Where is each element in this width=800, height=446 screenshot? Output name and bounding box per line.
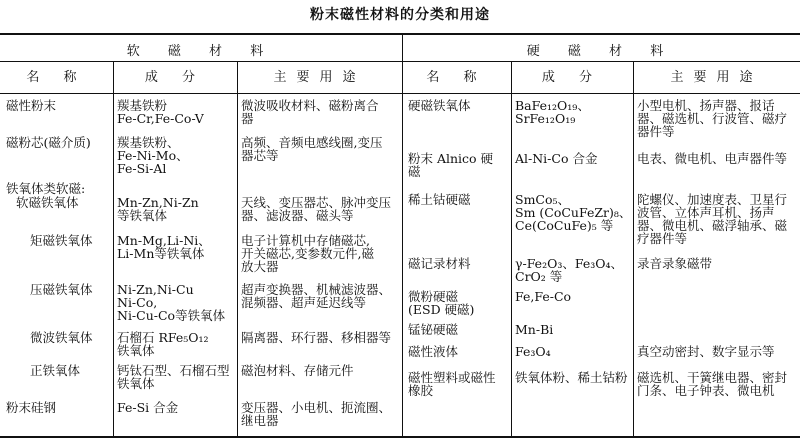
hard-row-comp: Fe₃O₄ <box>515 344 551 359</box>
hard-row-use: 电表、微电机、电声器件等 <box>637 151 788 166</box>
hard-col-divider-1 <box>511 61 512 436</box>
soft-row-name: 微波铁氧体 <box>30 330 93 345</box>
soft-row-comp: 钙钛石型、石榴石型 铁氧体 <box>117 363 230 391</box>
soft-row-use: 高频、音频电感线圈,变压 器芯等 <box>241 135 383 163</box>
hard-row-comp: 铁氧体粉、稀土钴粉 <box>515 370 628 385</box>
hard-row-name: 粉末 Alnico 硬 磁 <box>408 151 494 179</box>
hard-row-comp: Al-Ni-Co 合金 <box>515 151 598 166</box>
hard-row-use: 录音录象磁带 <box>637 256 713 271</box>
hard-col-divider-2 <box>633 61 634 436</box>
soft-row-name: 粉末硅钢 <box>6 400 57 415</box>
soft-row-comp: Fe-Si 合金 <box>117 400 179 415</box>
hard-row-comp: γ-Fe₂O₃、Fe₃O₄、 CrO₂ 等 <box>515 256 624 284</box>
soft-row-comp: 石榴石 RFe₅O₁₂ 铁氧体 <box>117 330 209 358</box>
soft-row-use: 超声变换器、机械滤波器、 混频器、超声延迟线等 <box>241 282 392 310</box>
soft-row-name: 压磁铁氧体 <box>30 282 93 297</box>
hard-row-name: 磁性塑料或磁性 橡胶 <box>408 370 496 398</box>
hard-row-comp: Fe,Fe-Co <box>515 289 572 304</box>
soft-row-use: 微波吸收材料、磁粉离合 器 <box>241 98 379 126</box>
hard-header-use: 主要用途 <box>670 70 763 85</box>
soft-row-use: 隔离器、环行器、移相器等 <box>241 330 392 345</box>
hard-header-name: 名 称 <box>426 70 487 85</box>
soft-row-comp: 羰基铁粉 Fe-Cr,Fe-Co-V <box>117 98 204 126</box>
hard-row-name: 锰铋硬磁 <box>408 322 459 337</box>
hard-header-comp: 成 分 <box>541 70 603 85</box>
hard-row-comp: BaFe₁₂O₁₉、 SrFe₁₂O₁₉ <box>515 98 590 126</box>
table-top-rule <box>0 33 800 35</box>
soft-row-comp: Ni-Zn,Ni-Cu Ni-Co, Ni-Cu-Co等铁氧体 <box>117 282 226 323</box>
group-divider <box>402 33 403 436</box>
soft-row-name: 软磁铁氧体 <box>16 195 79 210</box>
soft-row-name: 磁性粉末 <box>6 98 57 113</box>
soft-row-use: 电子计算机中存储磁芯, 开关磁芯,变参数元件,磁 放大器 <box>241 233 374 274</box>
hard-group-header: 硬 磁 材 料 <box>526 44 676 59</box>
hard-row-comp: Mn-Bi <box>515 322 554 337</box>
soft-row-name: 矩磁铁氧体 <box>30 233 93 248</box>
soft-header-use: 主要用途 <box>273 70 366 85</box>
soft-col-divider-2 <box>237 61 238 436</box>
soft-row-name: 正铁氧体 <box>30 363 81 378</box>
hard-row-name: 硬磁铁氧体 <box>408 98 471 113</box>
hard-row-use: 陀螺仪、加速度表、卫星行 波管、立体声耳机、扬声 器、微电机、磁浮轴承、磁 疗器件等 <box>637 192 788 246</box>
soft-row-use: 天线、变压器芯、脉冲变压 器、滤波器、磁头等 <box>241 195 392 223</box>
hard-row-name: 稀土钴硬磁 <box>408 192 471 207</box>
column-header-rule <box>0 93 800 94</box>
soft-row-use: 变压器、小电机、扼流圈、 继电器 <box>241 400 392 428</box>
group-header-rule <box>0 61 800 62</box>
soft-group-header: 软 磁 材 料 <box>126 44 276 59</box>
soft-row-comp: Mn-Zn,Ni-Zn 等铁氧体 <box>117 195 199 223</box>
soft-col-divider-1 <box>113 61 114 436</box>
hard-row-name: 磁性液体 <box>408 344 459 359</box>
soft-header-comp: 成 分 <box>144 70 206 85</box>
soft-row-use: 磁泡材料、存储元件 <box>241 363 354 378</box>
hard-row-comp: SmCo₅、 Sm (CoCuFeZr)₈、 Ce(CoCuFe)₅ 等 <box>515 192 632 233</box>
hard-row-name: 磁记录材料 <box>408 256 471 271</box>
hard-row-name: 微粉硬磁 (ESD 硬磁) <box>408 289 475 317</box>
soft-row-comp: Mn-Mg,Li-Ni、 Li-Mn等铁氧体 <box>117 233 211 261</box>
soft-header-name: 名 称 <box>26 70 87 85</box>
soft-row-comp: 羰基铁粉、 Fe-Ni-Mo、 Fe-Si-Al <box>117 135 189 176</box>
hard-row-use: 磁选机、干簧继电器、密封 门条、电子钟表、微电机 <box>637 370 788 398</box>
hard-row-use: 小型电机、扬声器、报话 器、磁选机、行波管、磁疗 器件等 <box>637 98 788 139</box>
hard-row-use: 真空动密封、数字显示等 <box>637 344 775 359</box>
table-bottom-rule <box>0 436 800 438</box>
soft-row-name: 铁氧体类软磁: <box>6 181 86 196</box>
table-title: 粉末磁性材料的分类和用途 <box>310 7 490 23</box>
soft-row-name: 磁粉芯(磁介质) <box>6 135 91 150</box>
